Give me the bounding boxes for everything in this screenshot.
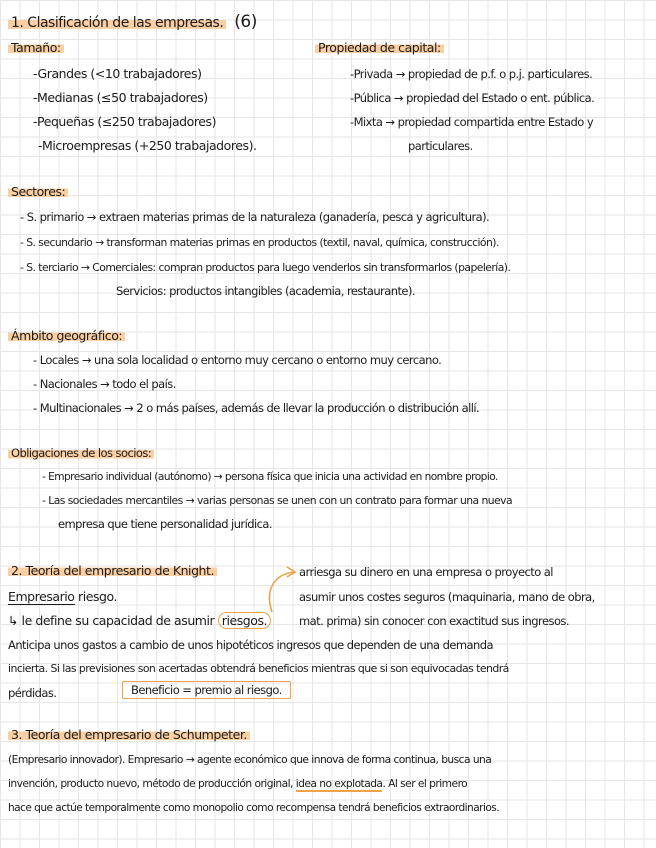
ownership-item-private: -Privada → propiedad de p.f. o p.j. particulares.	[350, 67, 593, 81]
size-item-large: -Grandes (<10 trabajadores)	[33, 66, 202, 81]
ownership-item-public: -Pública → propiedad del Estado o ent. pública.	[350, 91, 595, 105]
sector-item-secondary: - S. secundario → transforman materias primas en productos (textil, naval, química, construcción).	[20, 236, 499, 249]
knight-subtitle: Empresario riesgo.	[8, 589, 118, 604]
sector-item-tertiary: - S. terciario → Comerciales: compran productos para luego venderlos sin transformarlos (papelería).	[20, 261, 511, 274]
size-item-medium: -Medianas (≤50 trabajadores)	[33, 90, 208, 105]
schumpeter-line-3: hace que actúe temporalmente como monopolio como recompensa tendrá beneficios extraordinarios.	[8, 802, 500, 814]
geo-item-national: - Nacionales → todo el país.	[33, 377, 176, 391]
section-title-classification	[8, 14, 257, 31]
size-item-micro: -Microempresas (+250 trabajadores).	[38, 138, 257, 153]
size-heading: Tamaño:	[8, 40, 64, 56]
size-item-small: -Pequeñas (≤250 trabajadores)	[33, 114, 216, 129]
ownership-item-mixed: -Mixta → propiedad compartida entre Estado y	[350, 115, 594, 129]
knight-body-2: incierta. Si las previsiones son acertadas obtendrá beneficios mientras que si son equivocadas tendrá	[8, 662, 509, 675]
knight-note-2: asumir unos costes seguros (maquinaria, mano de obra,	[299, 590, 595, 604]
schumpeter-title: 3. Teoría del empresario de Schumpeter.	[8, 727, 250, 743]
partners-heading: Obligaciones de los socios:	[8, 445, 154, 461]
knight-note-3: mat. prima) sin conocer con exactitud sus ingresos.	[299, 614, 569, 628]
schumpeter-line-1: (Empresario innovador). Empresario → agente económico que innova de forma continua, busca una	[8, 753, 492, 766]
sectors-heading: Sectores:	[8, 184, 68, 200]
knight-title: 2. Teoría del empresario de Knight.	[8, 563, 217, 579]
section-title-text: 1. Clasificación de las empresas.	[8, 15, 226, 31]
knight-define: ↳ le define su capacidad de asumir riesgos.	[8, 613, 271, 629]
partners-item-companies-cont: empresa que tiene personalidad jurídica.	[58, 517, 273, 531]
ownership-item-mixed-cont: particulares.	[408, 139, 473, 153]
knight-note-1: arriesga su dinero en una empresa o proyecto al	[299, 565, 553, 579]
ownership-heading: Propiedad de capital:	[315, 40, 444, 56]
schumpeter-line-2: invención, producto nuevo, método de producción original, idea no explotada. Al ser el primero	[8, 777, 468, 790]
section-number: (6)	[234, 12, 257, 32]
circled-risk: riesgos.	[218, 612, 271, 629]
sector-item-services: Servicios: productos intangibles (academia, restaurante).	[116, 284, 415, 298]
sector-item-primary: - S. primario → extraen materias primas de la naturaleza (ganadería, pesca y agricultura).	[20, 210, 490, 224]
geo-heading: Ámbito geográfico:	[8, 328, 125, 344]
geo-item-local: - Locales → una sola localidad o entorno muy cercano o entorno muy cercano.	[33, 353, 442, 367]
knight-body-3: pérdidas.	[8, 686, 57, 700]
knight-body-1: Anticipa unos gastos a cambio de unos hipotéticos ingresos que dependen de una demanda	[8, 638, 493, 652]
benefit-box: Beneficio = premio al riesgo.	[122, 682, 291, 698]
partners-item-individual: - Empresario individual (autónomo) → persona física que inicia una actividad en nombre propio.	[42, 471, 498, 483]
partners-item-companies: - Las sociedades mercantiles → varias personas se unen con un contrato para formar una nueva	[42, 494, 513, 507]
geo-item-multinational: - Multinacionales → 2 o más países, además de llevar la producción o distribución allí.	[33, 401, 480, 415]
